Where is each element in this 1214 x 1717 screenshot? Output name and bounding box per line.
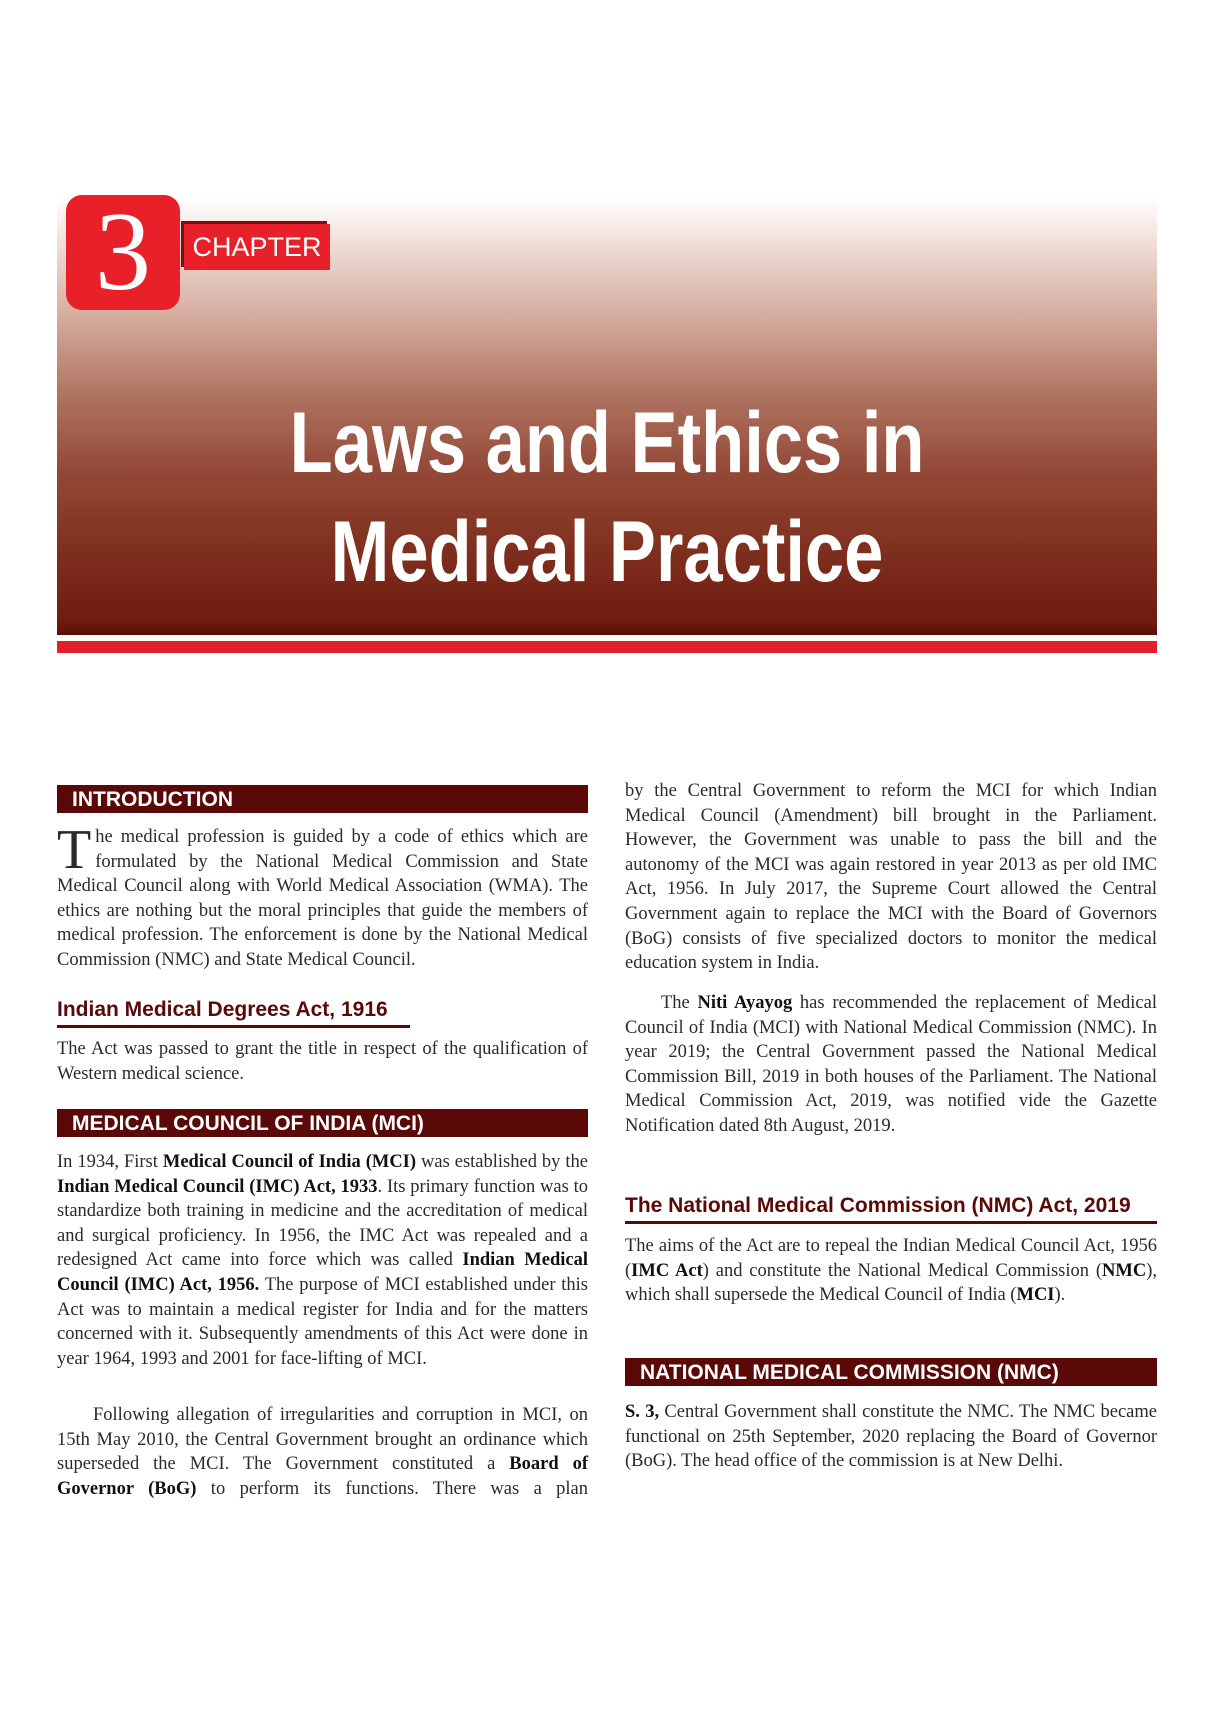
nmc-paragraph — [625, 1400, 1157, 1474]
bold-text: Board of Governor (BoG) — [57, 1454, 588, 1499]
nmc-act-paragraph — [625, 1234, 1157, 1308]
text: The — [661, 993, 698, 1013]
bold-text: NMC — [1102, 1260, 1147, 1281]
subheading-nmc-act: The National Medical Commission (NMC) Act, 2019 — [625, 1193, 1157, 1224]
bold-text: Indian Medical Council (IMC) Act, 1933 — [57, 1176, 378, 1197]
chapter-title-line2 — [57, 502, 1157, 602]
text: was established by the — [416, 1152, 588, 1172]
section-heading-introduction: INTRODUCTION — [57, 785, 588, 813]
text: . Its primary function was to standardize both training in medicine and the accreditation of medical and surgical proficiency. In 1956, the IMC Act was repealed and a redesigned Act came into force which was called — [57, 1176, 589, 1271]
degrees-act-paragraph: The Act was passed to grant the title in respect of the qualification of Western medical science. — [57, 1039, 588, 1084]
bold-text: IMC Act — [631, 1260, 703, 1281]
text: ). — [1054, 1285, 1066, 1306]
title-text: Laws and Ethics in — [289, 395, 925, 491]
chapter-number-badge: 3 — [66, 195, 180, 310]
subheading-degrees-act: Indian Medical Degrees Act, 1916 — [57, 997, 410, 1028]
mci-paragraph-3 — [625, 991, 1157, 1139]
text: In 1934, First — [57, 1152, 163, 1172]
text: Central Government shall constitute the NMC. The NMC became functional on 25th September, 2020 replacing the Board of Governor (BoG). The head office of the commission is at New Delhi. — [625, 1402, 1157, 1472]
bold-text: Medical Council of India (MCI) — [162, 1152, 417, 1172]
banner-red-rule — [57, 641, 1157, 653]
intro-text: he medical profession is guided by a code of ethics which are formulated by the National Medical Commission and State Medical Council along with World Medical Association (WMA). The ethics are nothing but the moral principles that guide the members of medical profession. The enforcement is done by the National Medical Commission (NMC) and State Medical Council. — [57, 827, 588, 970]
chapter-label: CHAPTER — [184, 224, 330, 270]
drop-cap: T — [57, 819, 92, 881]
mci-paragraph-2 — [57, 1403, 588, 1501]
mci-paragraph-1 — [57, 1150, 588, 1371]
bold-text: MCI — [1016, 1285, 1055, 1306]
intro-paragraph — [57, 819, 588, 973]
text: has recommended the replacement of Medical Council of India (MCI) with National Medical Commission (NMC). In year 2019; the Central Government passed the National Medical Commission Bill, 2019 in both houses of the Parliament. The National Medical Commission Act, 2019, was notified vide the Gazette Notification dated 8th August, 2019. — [625, 993, 1157, 1136]
bold-text: Niti Ayayog — [697, 993, 793, 1013]
text: The aims of the Act are to repeal the Indian Medical Council Act, 1956 ( — [625, 1236, 1157, 1281]
text: The purpose of MCI established under this Act was to maintain a medical register for India and for the matters concerned with it. Subsequently amendments of this Act were done in year 1964, 1993 and 2001 for face-lifting of MCI. — [57, 1274, 588, 1369]
chapter-title-line1 — [57, 393, 1157, 493]
text: to perform its functions. There was a plan — [196, 1478, 589, 1499]
section-heading-nmc: NATIONAL MEDICAL COMMISSION (NMC) — [625, 1358, 1157, 1386]
title-text: Medical Practice — [330, 504, 884, 600]
section-heading-mci: MEDICAL COUNCIL OF INDIA (MCI) — [57, 1109, 588, 1137]
bold-text: S. 3, — [625, 1402, 660, 1422]
bold-text: Indian Medical Council (IMC) Act, 1956. — [57, 1250, 588, 1295]
mci-paragraph-2-continued: by the Central Government to reform the MCI for which Indian Medical Council (Amendment) bill brought in the Parliament. However, the Government was unable to pass the bill and the autonomy of the MCI was again restored in year 2013 as per old IMC Act, 1956. In July 2017, the Supreme Court allowed the Central Government again to replace the MCI with the Board of Governors (BoG) consists of five specialized doctors to monitor the medical education system in India. — [625, 781, 1157, 974]
text: ) and constitute the National Medical Commission ( — [702, 1260, 1103, 1281]
text: Following allegation of irregularities and corruption in MCI, on 15th May 2010, the Central Government brought an ordinance which superseded the MCI. The Government constituted a — [57, 1405, 588, 1475]
text: ), which shall supersede the Medical Council of India ( — [625, 1260, 1157, 1306]
